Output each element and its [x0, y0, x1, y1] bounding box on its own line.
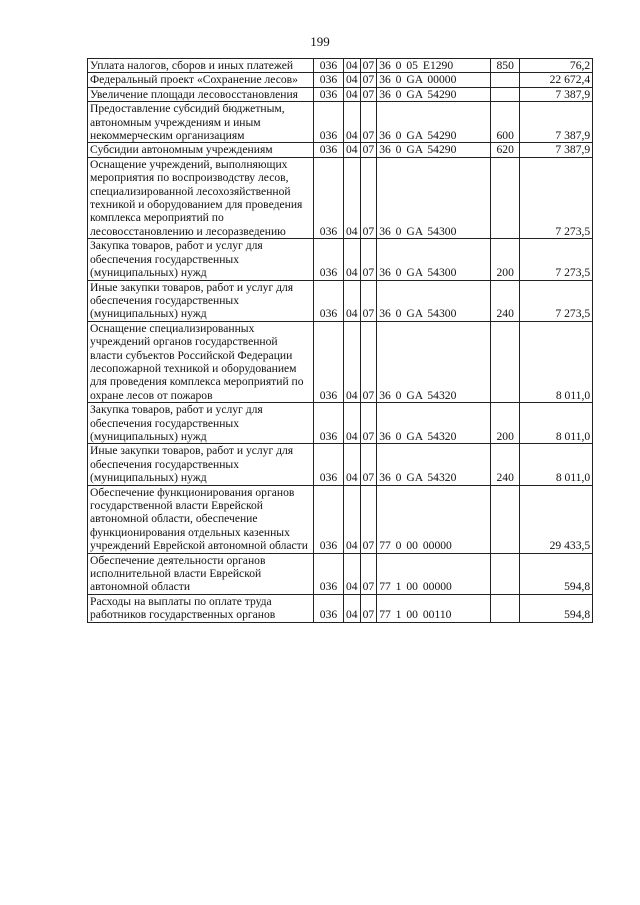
row-expense-type: 620 [491, 143, 520, 157]
row-section-code: 04 [344, 485, 361, 553]
table-row [88, 594, 593, 622]
row-expense-type: 240 [491, 280, 520, 321]
row-name: Федеральный проект «Сохранение лесов» [88, 73, 314, 87]
row-section-code: 04 [344, 403, 361, 444]
row-amount: 8 011,0 [520, 321, 593, 402]
row-name: Иные закупки товаров, работ и услуг для обеспечения государственных (муниципальных) нужд [88, 444, 314, 485]
row-amount: 594,8 [520, 553, 593, 594]
row-amount: 7 387,9 [520, 143, 593, 157]
table-row [88, 59, 593, 73]
row-target-article: 77 0 00 00000 [377, 485, 491, 553]
row-expense-type: 850 [491, 59, 520, 73]
row-amount: 7 273,5 [520, 280, 593, 321]
row-target-article: 36 0 GA 54290 [377, 143, 491, 157]
row-target-article: 77 1 00 00000 [377, 553, 491, 594]
budget-rows [88, 59, 593, 623]
row-amount: 594,8 [520, 594, 593, 622]
row-target-article: 77 1 00 00110 [377, 594, 491, 622]
row-ministry-code: 036 [314, 485, 344, 553]
row-subsection-code: 07 [360, 73, 377, 87]
row-section-code: 04 [344, 157, 361, 238]
budget-table [87, 58, 593, 623]
row-amount: 7 387,9 [520, 102, 593, 143]
row-subsection-code: 07 [360, 87, 377, 101]
row-expense-type: 200 [491, 403, 520, 444]
row-subsection-code: 07 [360, 102, 377, 143]
row-ministry-code: 036 [314, 321, 344, 402]
row-ministry-code: 036 [314, 280, 344, 321]
row-amount: 7 387,9 [520, 87, 593, 101]
table-row [88, 553, 593, 594]
row-expense-type [491, 157, 520, 238]
row-ministry-code: 036 [314, 87, 344, 101]
row-name: Обеспечение функционирования органов государственной власти Еврейской автономной области, обеспечение функционирования отдельных казенных учреждений Еврейской автономной области [88, 485, 314, 553]
row-ministry-code: 036 [314, 553, 344, 594]
row-section-code: 04 [344, 87, 361, 101]
row-target-article: 36 0 GA 54300 [377, 280, 491, 321]
row-name: Оснащение специализированных учреждений органов государственной власти субъектов Российской Федерации лесопожарной техникой и оборудованием для проведения комплекса мероприятий по охране лесов от пожаров [88, 321, 314, 402]
row-section-code: 04 [344, 321, 361, 402]
row-expense-type [491, 321, 520, 402]
row-section-code: 04 [344, 73, 361, 87]
table-row [88, 280, 593, 321]
row-expense-type [491, 553, 520, 594]
row-expense-type [491, 485, 520, 553]
row-name: Уплата налогов, сборов и иных платежей [88, 59, 314, 73]
row-subsection-code: 07 [360, 143, 377, 157]
row-subsection-code: 07 [360, 553, 377, 594]
row-subsection-code: 07 [360, 239, 377, 280]
table-row [88, 321, 593, 402]
row-target-article: 36 0 GA 54320 [377, 321, 491, 402]
row-name: Закупка товаров, работ и услуг для обеспечения государственных (муниципальных) нужд [88, 239, 314, 280]
row-target-article: 36 0 GA 54320 [377, 444, 491, 485]
row-target-article: 36 0 GA 54300 [377, 239, 491, 280]
row-subsection-code: 07 [360, 594, 377, 622]
row-section-code: 04 [344, 594, 361, 622]
table-row [88, 239, 593, 280]
row-section-code: 04 [344, 102, 361, 143]
row-target-article: 36 0 GA 54290 [377, 102, 491, 143]
row-ministry-code: 036 [314, 594, 344, 622]
row-expense-type [491, 87, 520, 101]
row-subsection-code: 07 [360, 321, 377, 402]
row-ministry-code: 036 [314, 157, 344, 238]
row-name: Иные закупки товаров, работ и услуг для обеспечения государственных (муниципальных) нужд [88, 280, 314, 321]
row-section-code: 04 [344, 280, 361, 321]
row-name: Увеличение площади лесовосстановления [88, 87, 314, 101]
row-target-article: 36 0 GA 54320 [377, 403, 491, 444]
row-subsection-code: 07 [360, 485, 377, 553]
table-row [88, 73, 593, 87]
row-ministry-code: 036 [314, 444, 344, 485]
row-subsection-code: 07 [360, 280, 377, 321]
row-expense-type: 200 [491, 239, 520, 280]
row-subsection-code: 07 [360, 157, 377, 238]
page-number: 199 [310, 34, 330, 49]
table-row [88, 102, 593, 143]
row-amount: 7 273,5 [520, 239, 593, 280]
row-amount: 76,2 [520, 59, 593, 73]
row-amount: 7 273,5 [520, 157, 593, 238]
row-name: Закупка товаров, работ и услуг для обеспечения государственных (муниципальных) нужд [88, 403, 314, 444]
row-amount: 29 433,5 [520, 485, 593, 553]
row-ministry-code: 036 [314, 143, 344, 157]
row-amount: 22 672,4 [520, 73, 593, 87]
row-section-code: 04 [344, 444, 361, 485]
row-target-article: 36 0 GA 00000 [377, 73, 491, 87]
row-expense-type: 600 [491, 102, 520, 143]
row-target-article: 36 0 GA 54300 [377, 157, 491, 238]
row-name: Оснащение учреждений, выполняющих мероприятия по воспроизводству лесов, специализированной лесохозяйственной техникой и оборудованием для проведения комплекса мероприятий по лесовосстановлению и лесоразведению [88, 157, 314, 238]
row-ministry-code: 036 [314, 403, 344, 444]
row-ministry-code: 036 [314, 102, 344, 143]
row-section-code: 04 [344, 553, 361, 594]
row-expense-type [491, 594, 520, 622]
row-section-code: 04 [344, 239, 361, 280]
row-ministry-code: 036 [314, 59, 344, 73]
row-ministry-code: 036 [314, 73, 344, 87]
row-target-article: 36 0 05 E1290 [377, 59, 491, 73]
table-row [88, 485, 593, 553]
table-row [88, 143, 593, 157]
row-name: Субсидии автономным учреждениям [88, 143, 314, 157]
table-row [88, 403, 593, 444]
row-name: Обеспечение деятельности органов исполнительной власти Еврейской автономной области [88, 553, 314, 594]
row-section-code: 04 [344, 143, 361, 157]
row-expense-type: 240 [491, 444, 520, 485]
table-row [88, 444, 593, 485]
row-name: Расходы на выплаты по оплате труда работников государственных органов [88, 594, 314, 622]
table-row [88, 157, 593, 238]
row-amount: 8 011,0 [520, 444, 593, 485]
table-row [88, 87, 593, 101]
row-section-code: 04 [344, 59, 361, 73]
row-subsection-code: 07 [360, 59, 377, 73]
row-expense-type [491, 73, 520, 87]
row-name: Предоставление субсидий бюджетным, автономным учреждениям и иным некоммерческим организациям [88, 102, 314, 143]
row-target-article: 36 0 GA 54290 [377, 87, 491, 101]
row-amount: 8 011,0 [520, 403, 593, 444]
row-subsection-code: 07 [360, 403, 377, 444]
row-subsection-code: 07 [360, 444, 377, 485]
row-ministry-code: 036 [314, 239, 344, 280]
